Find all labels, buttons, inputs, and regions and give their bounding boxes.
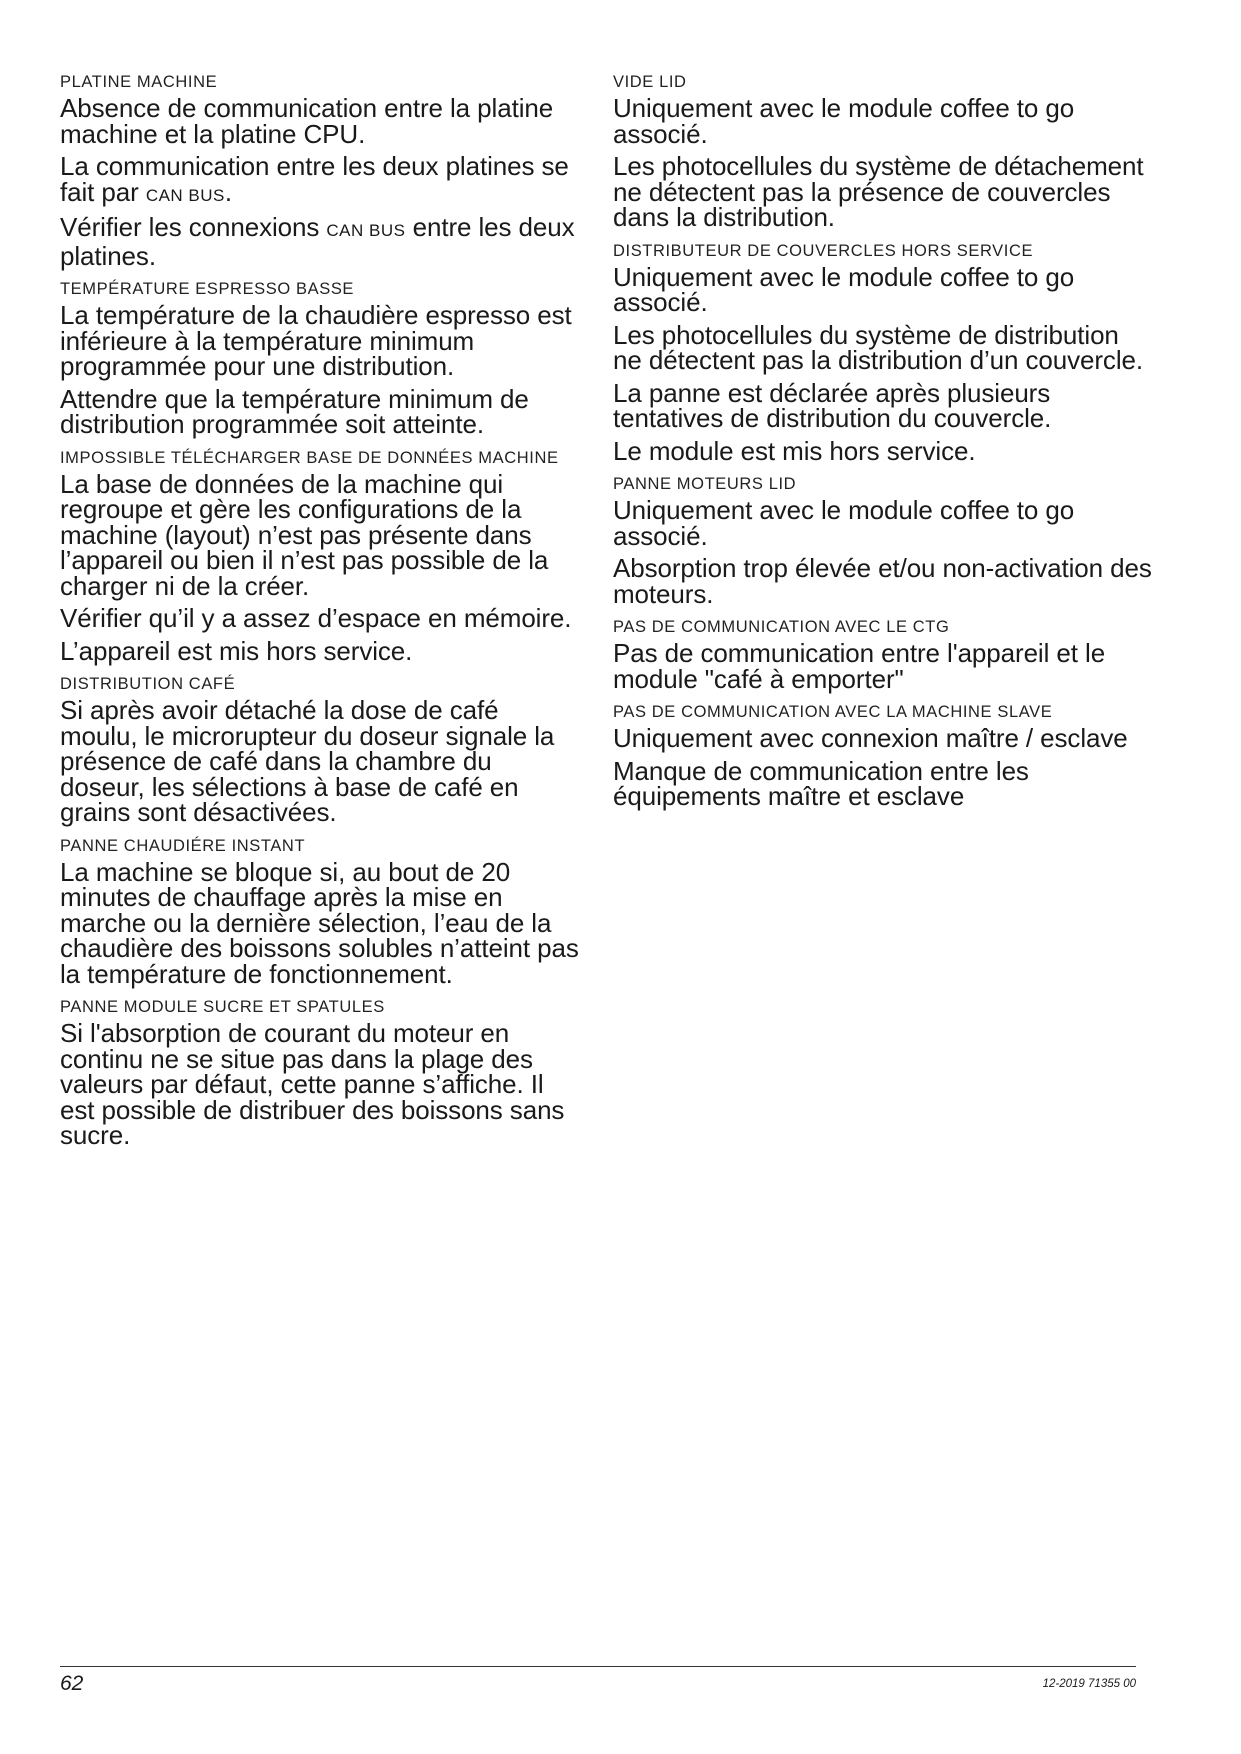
- section-heading: DISTRIBUTEUR DE COUVERCLES HORS SERVICE: [613, 241, 1034, 260]
- paragraph-text: Vérifier les connexions: [60, 212, 327, 242]
- section-pas-de-communication-avec-la-machine-slave: [613, 702, 1153, 810]
- paragraph: La machine se bloque si, au bout de 20 minutes de chauffage après la mise en marche ou la dernière sélection, l’eau de la chaudière des boissons solubles n’atteint pas la température de fonctionnement.: [60, 856, 579, 989]
- left-column: [60, 72, 582, 1159]
- section-heading: DISTRIBUTION CAFÉ: [60, 675, 236, 693]
- paragraph: La base de données de la machine qui regroupe et gère les configurations de la machine (layout) n’est pas présente dans l’appareil ou bien il n’est pas possible de la charger ni de la créer.: [60, 468, 549, 601]
- paragraph: Les photocellules du système de distribution ne détectent pas la distribution d’un couvercle.: [613, 319, 1143, 375]
- section-heading: PLATINE MACHINE: [60, 73, 218, 91]
- paragraph-text: La communication entre les deux platines se fait par: [60, 151, 569, 207]
- footer-rule: [60, 1666, 1136, 1667]
- section-platine-machine: [60, 72, 582, 269]
- paragraph: [60, 151, 582, 208]
- right-column: [613, 72, 1153, 820]
- document-code: 12-2019 71355 00: [1042, 1678, 1136, 1690]
- paragraph: Absence de communication entre la platine machine et la platine CPU.: [60, 93, 554, 149]
- section-heading: VIDE LID: [613, 73, 687, 91]
- section-heading: PAS DE COMMUNICATION AVEC LE CTG: [613, 618, 950, 636]
- section-temperature-espresso-basse: [60, 279, 582, 438]
- section-impossible-telecharger-base-de-donnees-machine: [60, 448, 582, 665]
- paragraph: Si l'absorption de courant du moteur en continu ne se situe pas dans la plage des valeurs par défaut, cette panne s’affiche. Il est possible de distribuer des boissons sans sucre.: [60, 1018, 565, 1150]
- small-caps-term: CAN BUS: [326, 221, 406, 240]
- paragraph: Vérifier qu’il y a assez d’espace en mémoire.: [60, 603, 572, 633]
- paragraph: Si après avoir détaché la dose de café moulu, le microrupteur du doseur signale la présence de café dans la chambre du doseur, les sélections à base de café en grains sont désactivées.: [60, 695, 555, 827]
- small-caps-term: CAN BUS: [145, 185, 225, 205]
- section-pas-de-communication-avec-le-ctg: [613, 617, 1153, 692]
- paragraph: Uniquement avec le module coffee to go associé.: [613, 93, 1075, 149]
- paragraph: Manque de communication entre les équipements maître et esclave: [613, 755, 1029, 811]
- section-panne-module-sucre-et-spatules: [60, 997, 582, 1149]
- paragraph: Attendre que la température minimum de distribution programmée soit atteinte.: [60, 383, 529, 439]
- paragraph: Les photocellules du système de détachement ne détectent pas la présence de couvercles dans la distribution.: [613, 151, 1144, 232]
- section-heading: PANNE CHAUDIÉRE INSTANT: [60, 836, 306, 855]
- paragraph: Uniquement avec connexion maître / esclave: [613, 723, 1128, 753]
- paragraph: Uniquement avec le module coffee to go associé.: [613, 261, 1075, 317]
- section-heading: PANNE MOTEURS LID: [613, 475, 797, 493]
- paragraph: Pas de communication entre l'appareil et le module "café à emporter": [613, 638, 1106, 694]
- paragraph: L’appareil est mis hors service.: [60, 635, 413, 666]
- section-distributeur-de-couvercles-hors-service: [613, 241, 1153, 465]
- section-vide-lid: [613, 72, 1153, 231]
- paragraph: Le module est mis hors service.: [613, 435, 976, 466]
- section-distribution-cafe: [60, 674, 582, 826]
- section-heading: PANNE MODULE SUCRE ET SPATULES: [60, 998, 385, 1016]
- paragraph: La panne est déclarée après plusieurs tentatives de distribution du couvercle.: [613, 377, 1052, 433]
- paragraph: La température de la chaudière espresso est inférieure à la température minimum programmée pour une distribution.: [60, 300, 572, 381]
- paragraph-text: entre les deux platines.: [60, 212, 575, 271]
- section-panne-moteurs-lid: [613, 474, 1153, 607]
- paragraph: Uniquement avec le module coffee to go associé.: [613, 495, 1075, 551]
- section-heading: PAS DE COMMUNICATION AVEC LA MACHINE SLAVE: [613, 703, 1053, 721]
- section-heading: TEMPÉRATURE ESPRESSO BASSE: [60, 280, 355, 298]
- paragraph-text: .: [224, 176, 233, 207]
- section-panne-chaudiere-instant: [60, 836, 582, 988]
- section-heading: IMPOSSIBLE TÉLÉCHARGER BASE DE DONNÉES MACHINE: [60, 448, 559, 467]
- paragraph: [60, 212, 582, 271]
- page-number: 62: [60, 1672, 84, 1695]
- paragraph: Absorption trop élevée et/ou non-activation des moteurs.: [613, 553, 1152, 609]
